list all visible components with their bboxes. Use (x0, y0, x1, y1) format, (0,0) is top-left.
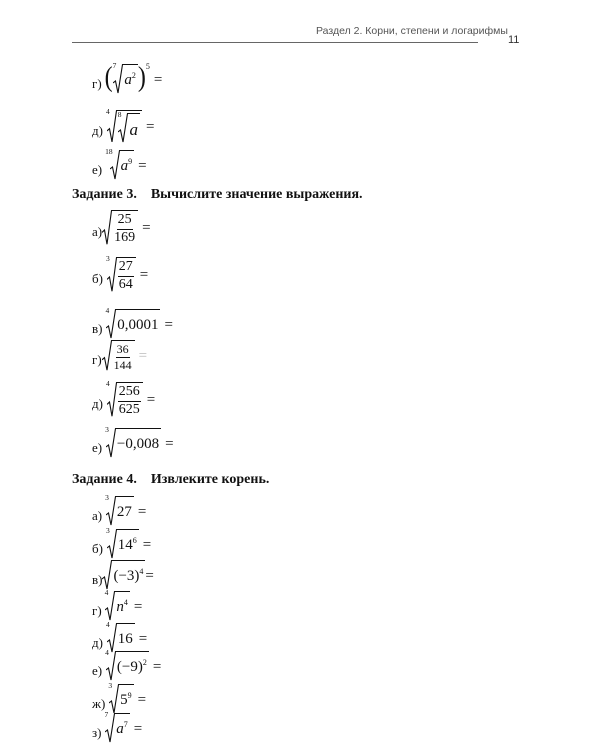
radicand-base: (−9) (116, 659, 143, 675)
root-index: 8 (117, 110, 122, 119)
radical (112, 61, 138, 94)
equals-sign: = (142, 220, 151, 237)
equals-sign: = (164, 316, 173, 333)
task-number: Задание 3. (72, 187, 137, 202)
root-index: 7 (104, 710, 109, 719)
radical (105, 648, 149, 681)
task3-item-v (92, 306, 173, 339)
close-paren: ) (137, 62, 146, 94)
radicand-exp: 7 (123, 719, 128, 729)
task4-item-e (92, 648, 162, 681)
header-rule (72, 42, 478, 43)
root-index: 3 (108, 681, 113, 690)
radical (105, 526, 139, 559)
task4-item-v (92, 560, 154, 590)
item-label: а) (92, 507, 103, 523)
task4-item-z (92, 710, 143, 743)
radicand-exp: 4 (139, 566, 144, 576)
task4-item-d (92, 620, 148, 653)
task3-heading (72, 187, 363, 203)
item-label: в) (92, 571, 103, 587)
prev-item-g (92, 61, 163, 94)
radical-sign-icon (102, 340, 112, 371)
radical (105, 254, 136, 292)
radical (105, 560, 145, 590)
radicand-base: (−3) (113, 568, 140, 584)
radical (105, 425, 161, 458)
radicand-var: a (124, 72, 132, 88)
fraction (113, 213, 136, 245)
radicand-base: a (116, 721, 124, 737)
radical-sign-icon (102, 560, 112, 590)
item-label: е) (92, 662, 103, 678)
equals-sign: = (138, 157, 147, 174)
radical (105, 620, 135, 653)
task4-heading (72, 472, 269, 488)
task3-item-b (92, 254, 149, 292)
task4-item-g (92, 588, 143, 621)
root-index: 4 (105, 306, 110, 315)
task4-item-zh (92, 681, 147, 714)
task3-item-e (92, 425, 174, 458)
root-index: 4 (105, 107, 110, 116)
equals-sign: = (138, 348, 148, 365)
item-label: е) (92, 439, 103, 455)
numerator: 256 (118, 385, 141, 402)
equals-sign: = (137, 503, 147, 520)
root-index: 4 (104, 588, 109, 597)
equals-sign: = (145, 567, 154, 584)
equals-sign: = (142, 536, 152, 553)
item-label: г) (92, 352, 102, 368)
equals-sign: = (137, 691, 147, 708)
radicand-exp: 9 (128, 156, 133, 166)
denominator: 64 (118, 276, 133, 292)
radicand: −0,008 (116, 436, 160, 452)
equals-sign: = (146, 392, 156, 409)
radical (105, 306, 160, 339)
radical (105, 147, 134, 180)
equals-sign: = (165, 435, 174, 452)
numerator: 36 (116, 342, 129, 356)
denominator: 625 (118, 401, 140, 417)
radical-outer (105, 107, 142, 143)
radical (108, 681, 133, 714)
page-number: 11 (508, 34, 520, 46)
page-header (0, 0, 600, 60)
radical-sign-icon (102, 210, 112, 245)
root-index: 4 (105, 648, 109, 657)
radical (105, 379, 143, 417)
task4-item-a (92, 493, 147, 526)
equals-sign: = (152, 658, 162, 675)
radical (104, 710, 129, 743)
radicand-base: 5 (120, 692, 128, 708)
radical (104, 588, 130, 621)
outer-exp: 5 (145, 62, 150, 71)
radicand-var: a (129, 120, 138, 139)
radical-inner (117, 110, 140, 143)
fraction (113, 343, 133, 371)
item-label: д) (92, 634, 103, 650)
denominator: 169 (114, 229, 136, 245)
radicand-exp: 9 (127, 690, 132, 700)
root-index: 3 (105, 526, 110, 535)
item-label: з) (92, 724, 102, 740)
item-label: ж) (92, 695, 106, 711)
item-label: е) (92, 161, 103, 177)
radicand-base: 16 (117, 631, 133, 647)
task3-item-a (92, 210, 151, 245)
equals-sign: = (133, 598, 143, 615)
task3-item-g (92, 340, 147, 371)
radicand-var: a (120, 158, 129, 174)
numerator: 27 (118, 260, 134, 277)
item-label: г) (92, 602, 102, 618)
equals-sign: = (145, 119, 155, 135)
denominator: 144 (113, 357, 132, 372)
item-label: а) (92, 224, 103, 240)
section-title: Раздел 2. Корни, степени и логарифмы (316, 25, 508, 37)
radicand-exp: 2 (131, 70, 136, 80)
equals-sign: = (153, 71, 163, 88)
root-index: 3 (105, 425, 109, 434)
radicand-base: 27 (116, 504, 132, 520)
fraction (118, 260, 134, 292)
numerator: 25 (117, 213, 133, 230)
prev-item-e (92, 147, 147, 180)
task4-item-b (92, 526, 152, 559)
radicand-base: 14 (117, 537, 133, 553)
radicand-exp: 6 (132, 535, 137, 545)
root-index: 3 (105, 254, 110, 263)
root-index: 4 (105, 620, 110, 629)
item-label: г) (92, 75, 102, 91)
item-label: б) (92, 540, 103, 556)
radicand-base: n (116, 599, 124, 615)
item-label: д) (92, 123, 103, 138)
equals-sign: = (138, 630, 148, 647)
radicand: 0,0001 (117, 317, 159, 333)
task-text: Вычислите значение выражения. (150, 187, 363, 202)
open-paren: ( (104, 62, 113, 94)
radical (105, 493, 134, 526)
radicand-exp: 4 (123, 597, 128, 607)
root-index: 4 (105, 379, 110, 388)
root-index: 18 (105, 147, 113, 156)
equals-sign: = (133, 720, 143, 737)
radical (105, 210, 138, 245)
task-number: Задание 4. (72, 472, 137, 487)
equals-sign: = (139, 267, 149, 284)
item-label: д) (92, 396, 103, 412)
item-label: б) (92, 271, 103, 287)
root-index: 3 (105, 493, 109, 502)
radical (105, 340, 135, 371)
item-label: в) (92, 320, 103, 336)
task-text: Извлеките корень. (150, 472, 270, 487)
radicand-exp: 2 (142, 657, 147, 667)
root-index: 7 (112, 61, 117, 70)
task3-item-d (92, 379, 156, 417)
fraction (118, 385, 141, 417)
prev-item-d (92, 107, 155, 143)
